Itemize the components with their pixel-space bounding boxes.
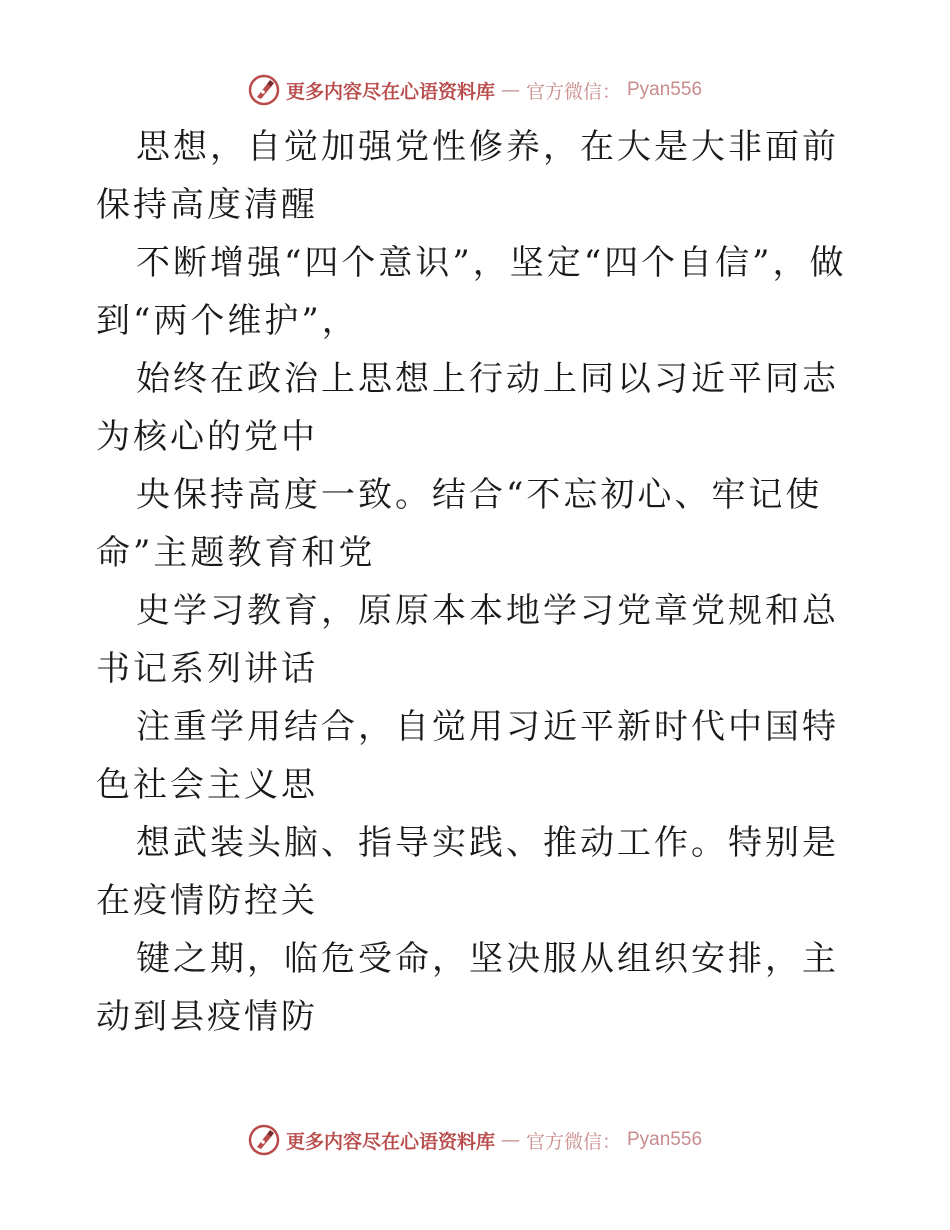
paragraph: 注重学用结合，自觉用习近平新时代中国特色社会主义思 [96,707,839,805]
footer-brand-text: 更多内容尽在心语资料库 [285,1130,495,1153]
page-header [0,70,950,110]
header-wechat-id: Pyan556 [627,79,703,100]
paragraph: 始终在政治上思想上行动上同以习近平同志为核心的党中 [96,359,839,457]
paragraph: 不断增强“四个意识”，坚定“四个自信”，做到“两个维护”， [96,243,847,341]
pen-nib-logo-icon [248,1124,280,1156]
paragraph: 键之期，临危受命，坚决服从组织安排，主动到县疫情防 [96,939,839,1037]
header-banner [248,74,702,106]
paragraph: 央保持高度一致。结合“不忘初心、牢记使命”主题教育和党 [96,475,823,573]
document-body [96,118,866,1046]
header-wechat-label: 官方微信： [525,80,621,103]
header-separator: — [500,79,520,101]
paragraph: 想武装头脑、指导实践、推动工作。特别是在疫情防控关 [96,823,839,921]
footer-separator: — [500,1129,520,1151]
footer-wechat-label: 官方微信： [525,1130,621,1153]
footer-wechat-id: Pyan556 [627,1129,703,1150]
header-brand-text: 更多内容尽在心语资料库 [285,80,495,103]
footer-banner [248,1124,702,1156]
paragraph: 史学习教育，原原本本地学习党章党规和总书记系列讲话 [96,591,839,689]
paragraph: 思想，自觉加强党性修养，在大是大非面前保持高度清醒 [96,127,839,225]
pen-nib-logo-icon [248,74,280,106]
page-footer [0,1120,950,1160]
